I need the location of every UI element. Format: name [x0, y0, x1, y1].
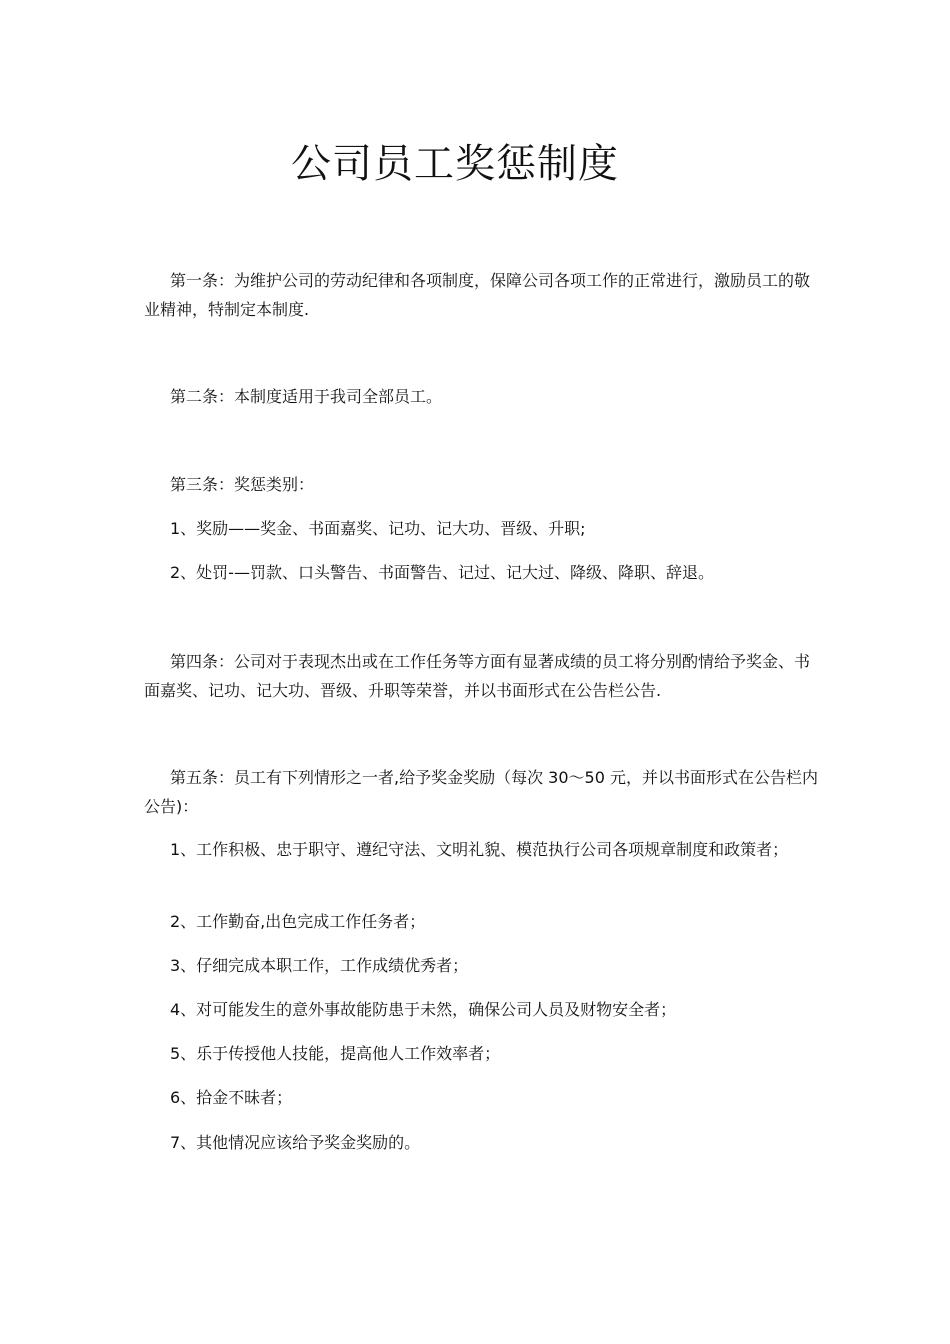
- article-5-item-3: 3、仔细完成本职工作，工作成绩优秀者；: [170, 956, 469, 975]
- article-5-item-1: 1、工作积极、忠于职守、遵纪守法、文明礼貌、模范执行公司各项规章制度和政策者；: [170, 840, 789, 859]
- article-2: 第二条：本制度适用于我司全部员工。: [170, 387, 443, 406]
- article-3: 第三条：奖惩类别：: [170, 475, 315, 494]
- article-5-item-4: 4、对可能发生的意外事故能防患于未然，确保公司人员及财物安全者；: [170, 1000, 677, 1019]
- article-5: 第五条：员工有下列情形之一者,给予奖金奖励（每次 30～50 元，并以书面形式在公告栏内公告)：: [144, 768, 818, 816]
- article-5-item-7: 7、其他情况应该给予奖金奖励的。: [170, 1133, 421, 1152]
- article-5-item-2: 2、工作勤奋,出色完成工作任务者；: [170, 912, 426, 931]
- article-3-item-2: 2、处罚-—罚款、口头警告、书面警告、记过、记大过、降级、降职、辞退。: [170, 563, 714, 582]
- article-3-item-1: 1、奖励——奖金、书面嘉奖、记功、记大功、晋级、升职;: [170, 519, 586, 538]
- document-title: 公司员工奖惩制度: [291, 141, 619, 187]
- article-5-item-6: 6、拾金不昧者；: [170, 1088, 293, 1107]
- article-4: 第四条：公司对于表现杰出或在工作任务等方面有显著成绩的员工将分别酌情给予奖金、书面嘉奖、记功、记大功、晋级、升职等荣誉，并以书面形式在公告栏公告.: [144, 652, 811, 700]
- article-1: 第一条：为维护公司的劳动纪律和各项制度，保障公司各项工作的正常进行，激励员工的敬业精神，特制定本制度.: [144, 271, 811, 319]
- article-5-item-5: 5、乐于传授他人技能，提高他人工作效率者；: [170, 1044, 501, 1063]
